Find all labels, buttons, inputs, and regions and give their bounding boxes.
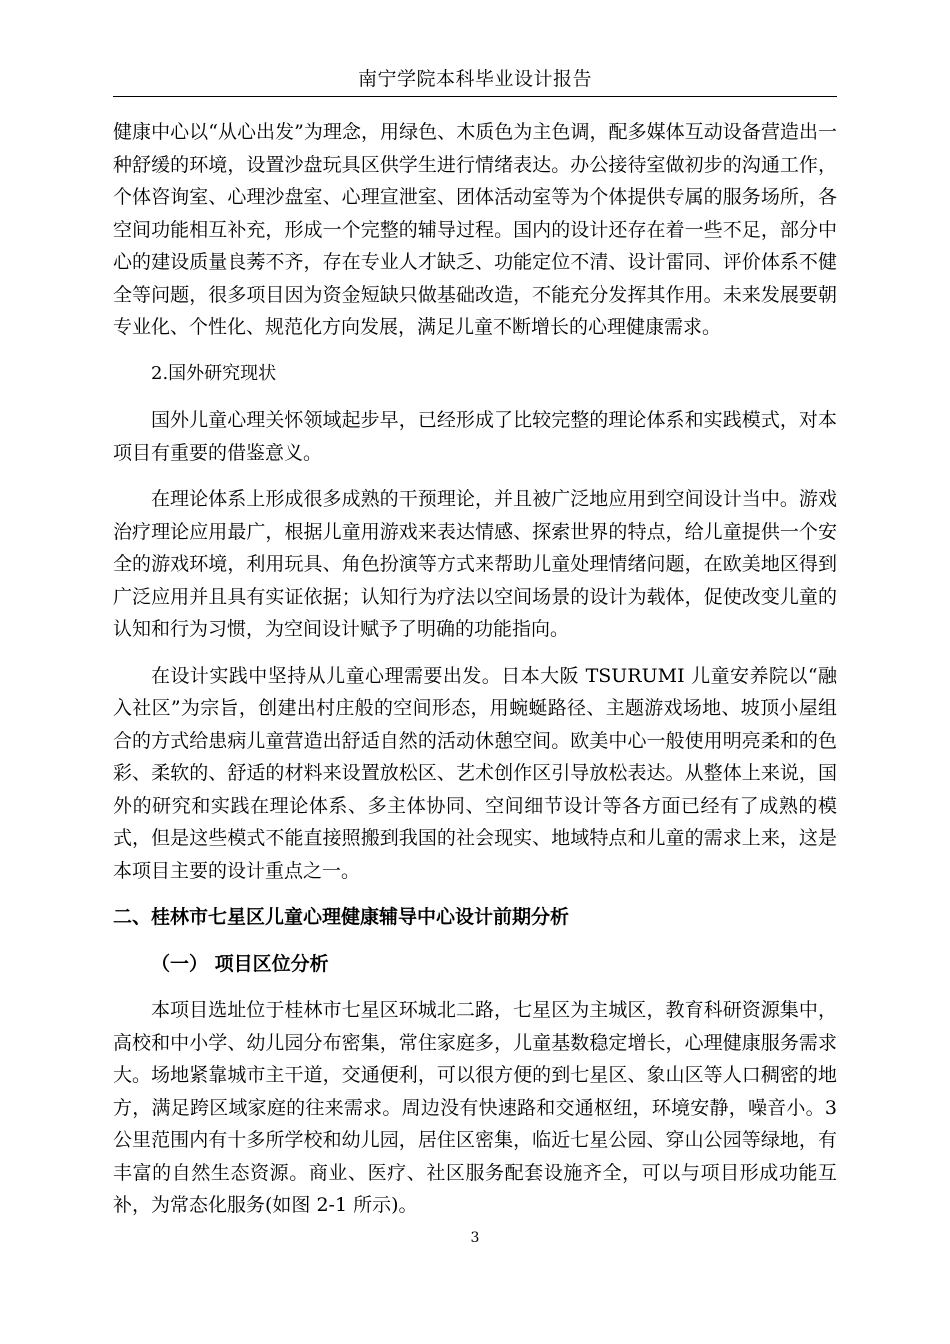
page-number-text: 3	[470, 1230, 480, 1246]
paragraph-design-practice: 在设计实践中坚持从儿童心理需要出发。日本大阪 TSURUMI 儿童安养院以“融入社区”为宗旨，创建出村庄般的空间形态，用蜿蜒路径、主题游戏场地、坡顶小屋组合的方式给患病儿童营造出舒适自然的活动休憩空间。欧美中心一般使用明亮柔和的色彩、柔软的、舒适的材料来设置放松区、艺术创作区引导放松表达。从整体上来说，国外的研究和实践在理论体系、多主体协同、空间细节设计等各方面已经有了成熟的模式，但是这些模式不能直接照搬到我国的社会现实、地域特点和儿童的需求上来，这是本项目主要的设计重点之一。	[113, 664, 837, 882]
paragraph-theory-system: 在理论体系上形成很多成熟的干预理论，并且被广泛地应用到空间设计当中。游戏治疗理论应用最广，根据儿童用游戏来表达情感、探索世界的特点，给儿童提供一个安全的游戏环境，利用玩具、角色扮演等方式来帮助儿童处理情绪问题，在欧美地区得到广泛应用并且具有实证依据；认知行为疗法以空间场景的设计为载体，促使改变儿童的认知和行为习惯，为空间设计赋予了明确的功能指向。	[113, 488, 837, 640]
subheading-foreign-research: 2.国外研究现状	[151, 362, 277, 384]
section-title: 二、桂林市七星区儿童心理健康辅导中心设计前期分析	[113, 906, 570, 928]
subsection-title: （一） 项目区位分析	[151, 952, 329, 975]
page-header	[113, 62, 837, 97]
page-number	[0, 1228, 950, 1248]
paragraph-location-analysis: 本项目选址位于桂林市七星区环城北二路，七星区为主城区，教育科研资源集中，高校和中小学、幼儿园分布密集，常住家庭多，儿童基数稳定增长，心理健康服务需求大。场地紧靠城市主干道，交通便利，可以很方便的到七星区、象山区等人口稠密的地方，满足跨区域家庭的往来需求。周边没有快速路和交通枢纽，环境安静，噪音小。3 公里范围内有十多所学校和幼儿园，居住区密集，临近七星公园、穿山公园等绿地，有丰富的自然生态资源。商业、医疗、社区服务配套设施齐全，可以与项目形成功能互补，为常态化服务(如图 2-1 所示)。	[113, 999, 837, 1216]
paragraph-domestic-status-continued: 健康中心以“从心出发”为理念，用绿色、木质色为主色调，配多媒体互动设备营造出一种舒缓的环境，设置沙盘玩具区供学生进行情绪表达。办公接待室做初步的沟通工作，个体咨询室、心理沙盘室、心理宣泄室、团体活动室等为个体提供专属的服务场所，各空间功能相互补充，形成一个完整的辅导过程。国内的设计还存在着一些不足，部分中心的建设质量良莠不齐，存在专业人才缺乏、功能定位不清、设计雷同、评价体系不健全等问题，很多项目因为资金短缺只做基础改造，不能充分发挥其作用。未来发展要朝专业化、个性化、规范化方向发展，满足儿童不断增长的心理健康需求。	[113, 121, 837, 338]
paragraph-foreign-intro: 国外儿童心理关怀领域起步早，已经形成了比较完整的理论体系和实践模式，对本项目有重要的借鉴意义。	[113, 409, 837, 464]
header-title: 南宁学院本科毕业设计报告	[357, 68, 592, 90]
document-body	[113, 116, 837, 1236]
